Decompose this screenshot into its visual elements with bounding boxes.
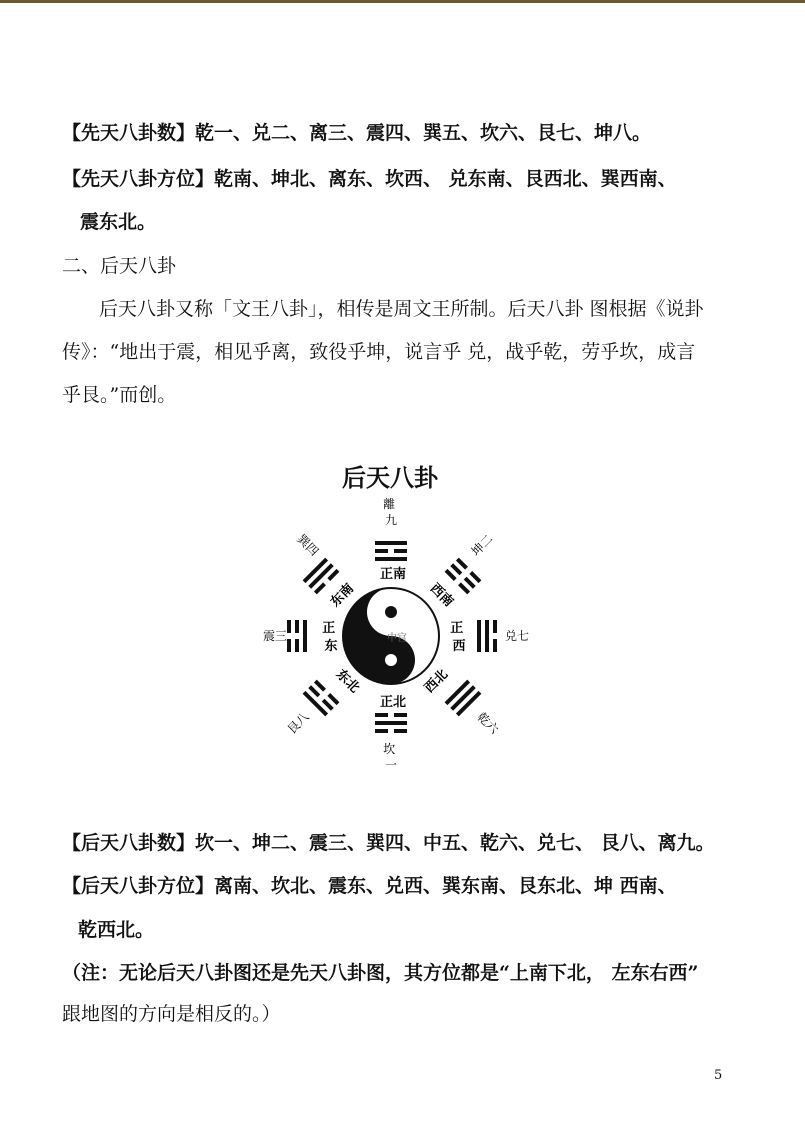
inner-label-south: 正南: [379, 567, 407, 582]
xiantian-numbers-line: [62, 120, 651, 146]
outer-label-zhen: 震三: [262, 629, 288, 643]
outer-label-qian: 乾六: [474, 709, 502, 737]
trigram-li: [375, 541, 407, 561]
inner-label-east-char-2: 东: [324, 639, 338, 654]
trigram-kun: [445, 558, 482, 595]
outer-label-li-char-2: 九: [384, 513, 398, 527]
xiantian-directions-text-1: 【先天八卦方位】乾南、坤北、离东、坎西、 兑东南、艮西北、巽西南、: [62, 168, 677, 190]
inner-label-west: [450, 621, 468, 654]
trigram-xun: [303, 558, 340, 595]
houtian-numbers-line: [62, 830, 715, 856]
inner-label-southeast: 东南: [328, 581, 358, 611]
outer-label-kan: [383, 741, 399, 772]
trigram-dui: [477, 620, 497, 652]
xiantian-directions-line-2: [80, 209, 156, 235]
outer-label-li: [383, 496, 399, 527]
inner-label-north: 正北: [379, 695, 407, 710]
trigram-qian: [445, 680, 482, 717]
outer-label-kan-char-1: 坎: [383, 742, 396, 756]
outer-label-gen: 艮八: [284, 709, 312, 737]
top-border-rule: [0, 0, 805, 3]
note-line-1: [62, 960, 698, 986]
paragraph-line-1: 后天八卦又称「文王八卦」，相传是周文王所制。后天八卦 图根据《说卦: [99, 298, 704, 320]
paragraph-line-2: 传》：“地出于震，相见乎离，致役乎坤，说言乎 兑，战乎乾，劳乎坎，成言: [62, 341, 696, 363]
inner-label-west-char-2: 西: [452, 639, 466, 654]
inner-label-northeast: 东北: [332, 667, 362, 697]
xiantian-directions-text-2: 震东北。: [80, 211, 157, 233]
outer-label-xun: 巽四: [294, 531, 322, 559]
trigram-gen: [303, 680, 340, 717]
houtian-directions-line-2: [78, 917, 154, 943]
section-title: 二、后天八卦: [62, 255, 177, 277]
center-palace-label: 中宫: [387, 633, 407, 644]
inner-label-southwest: 西南: [426, 581, 456, 611]
houtian-bagua-diagram: [245, 458, 545, 783]
note-text-1: （注：无论后天八卦图还是先天八卦图，其方位都是“上南下北， 左东右西”: [62, 962, 699, 984]
outer-label-li-char-1: 離: [383, 497, 396, 511]
diagram-title: 后天八卦: [342, 464, 438, 492]
houtian-directions-text-2: 乾西北。: [78, 919, 155, 941]
inner-label-east-char-1: 正: [322, 621, 336, 636]
houtian-directions-line-1: [62, 873, 677, 899]
inner-label-northwest: 西北: [422, 667, 452, 697]
outer-label-kan-char-2: 一: [384, 758, 398, 772]
page-number: 5: [714, 1068, 723, 1083]
trigram-zhen: [287, 620, 307, 652]
outer-label-dui: 兑七: [504, 629, 530, 643]
xiantian-numbers-text: 【先天八卦数】乾一、兑二、离三、震四、巽五、坎六、艮七、坤八。: [62, 122, 652, 144]
paragraph-line-3: 乎艮。”而创。: [62, 384, 177, 406]
trigram-kan: [375, 713, 407, 733]
note-line-2: 跟地图的方向是相反的。）: [62, 1003, 281, 1025]
inner-label-east: [322, 621, 340, 654]
houtian-directions-text-1: 【后天八卦方位】离南、坎北、震东、兑西、巽东南、艮东北、坤 西南、: [62, 875, 677, 897]
xiantian-directions-line-1: [62, 166, 677, 192]
inner-label-west-char-1: 正: [450, 621, 464, 636]
outer-label-kun: 坤二: [468, 531, 496, 559]
houtian-numbers-text: 【后天八卦数】坎一、坤二、震三、巽四、中五、乾六、兑七、 艮八、离九。: [62, 832, 715, 854]
